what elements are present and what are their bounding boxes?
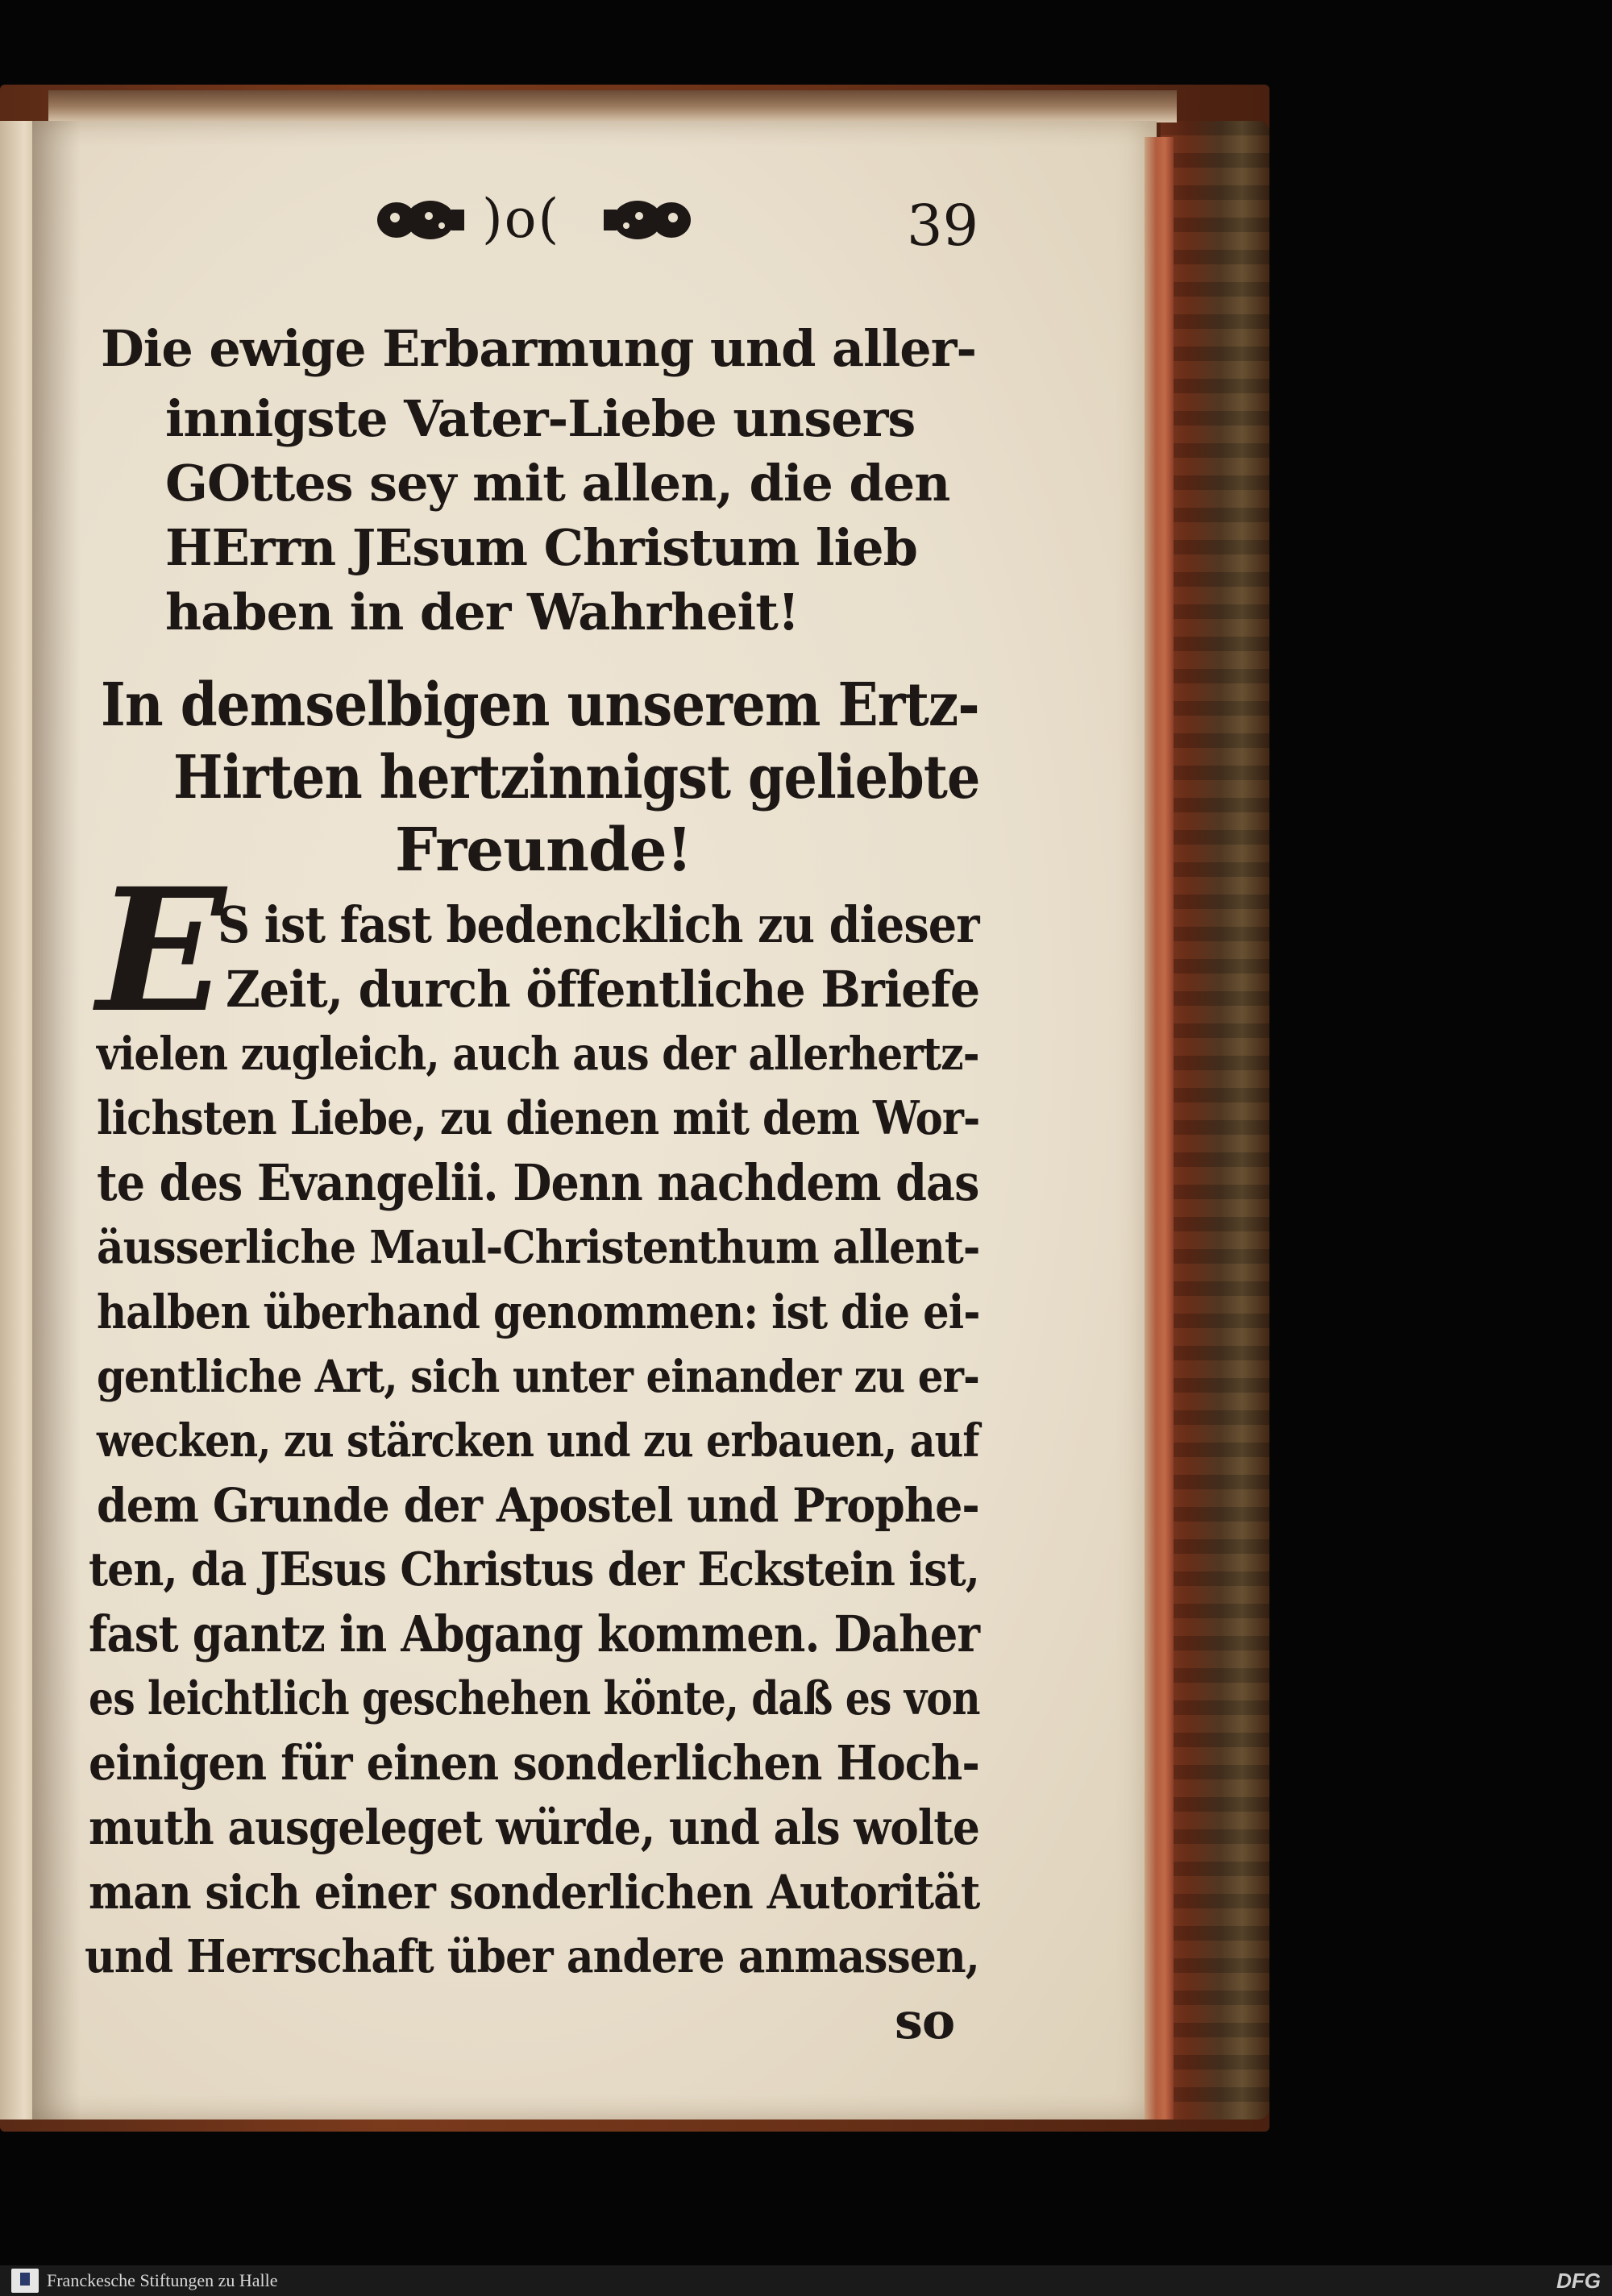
- body-line: vielen zugleich, auch aus der allerhertz-: [97, 1028, 979, 1081]
- body-line: te des Evangelii. Denn nachdem das: [97, 1153, 979, 1212]
- header-ornament-text: )o(: [482, 188, 561, 250]
- body-line: wecken, zu stärcken und zu erbauen, auf: [97, 1414, 979, 1468]
- body-line: man sich einer sonderlichen Autorität: [89, 1865, 980, 1920]
- body-line: halben überhand genommen: ist die ei-: [97, 1285, 980, 1339]
- body-line: äusserliche Maul-Christenthum allent-: [97, 1221, 980, 1274]
- salutation-heading-line: In demselbigen unserem Ertz-: [101, 671, 979, 740]
- greeting-line: Die ewige Erbarmung und aller-: [101, 319, 977, 378]
- body-line: lichsten Liebe, zu dienen mit dem Wor-: [97, 1091, 980, 1145]
- body-line: einigen für einen sonderlichen Hoch-: [89, 1735, 979, 1791]
- drop-cap: E: [97, 851, 226, 1050]
- body-line: fast gantz in Abgang kommen. Daher: [89, 1605, 980, 1663]
- body-line: es leichtlich geschehen könte, daß es von: [89, 1671, 980, 1725]
- printer-ornament-right-icon: [600, 195, 696, 245]
- salutation-heading-line: Freunde!: [395, 816, 692, 885]
- book-top-edge: [48, 90, 1177, 122]
- greeting-line: HErrn JEsum Christum lieb: [165, 518, 917, 577]
- greeting-line: innigste Vater-Liebe unsers: [165, 389, 916, 448]
- page-block-edge: [1145, 137, 1174, 2120]
- body-line: S ist fast bedencklich zu dieser: [218, 895, 979, 954]
- body-line: und Herrschaft über andere anmassen,: [85, 1930, 979, 1983]
- footer-institution-name: Franckesche Stiftungen zu Halle: [47, 2270, 278, 2290]
- gutter-shadow: [32, 121, 81, 2120]
- catchword: so: [895, 1991, 955, 2050]
- greeting-line: haben in der Wahrheit!: [165, 583, 800, 641]
- salutation-heading-line: Hirten hertzinnigst geliebte: [173, 743, 980, 812]
- body-line: gentliche Art, sich unter einander zu er-: [97, 1350, 979, 1402]
- body-line: Zeit, durch öffentliche Briefe: [226, 960, 980, 1019]
- viewer-footer-bar: [0, 2265, 1612, 2296]
- greeting-line: GOttes sey mit allen, die den: [165, 454, 950, 513]
- institution-logo-icon: [11, 2269, 39, 2293]
- book-binding-edge: [1161, 121, 1269, 2120]
- dfg-logo: DFG: [1556, 2269, 1601, 2293]
- body-line: muth ausgeleget würde, und als wolte: [89, 1800, 979, 1855]
- printer-ornament-left-icon: [372, 195, 467, 245]
- page-number: 39: [907, 193, 979, 259]
- body-line: ten, da JEsus Christus der Eckstein ist,: [89, 1542, 980, 1596]
- body-line: dem Grunde der Apostel und Prophe-: [97, 1478, 979, 1533]
